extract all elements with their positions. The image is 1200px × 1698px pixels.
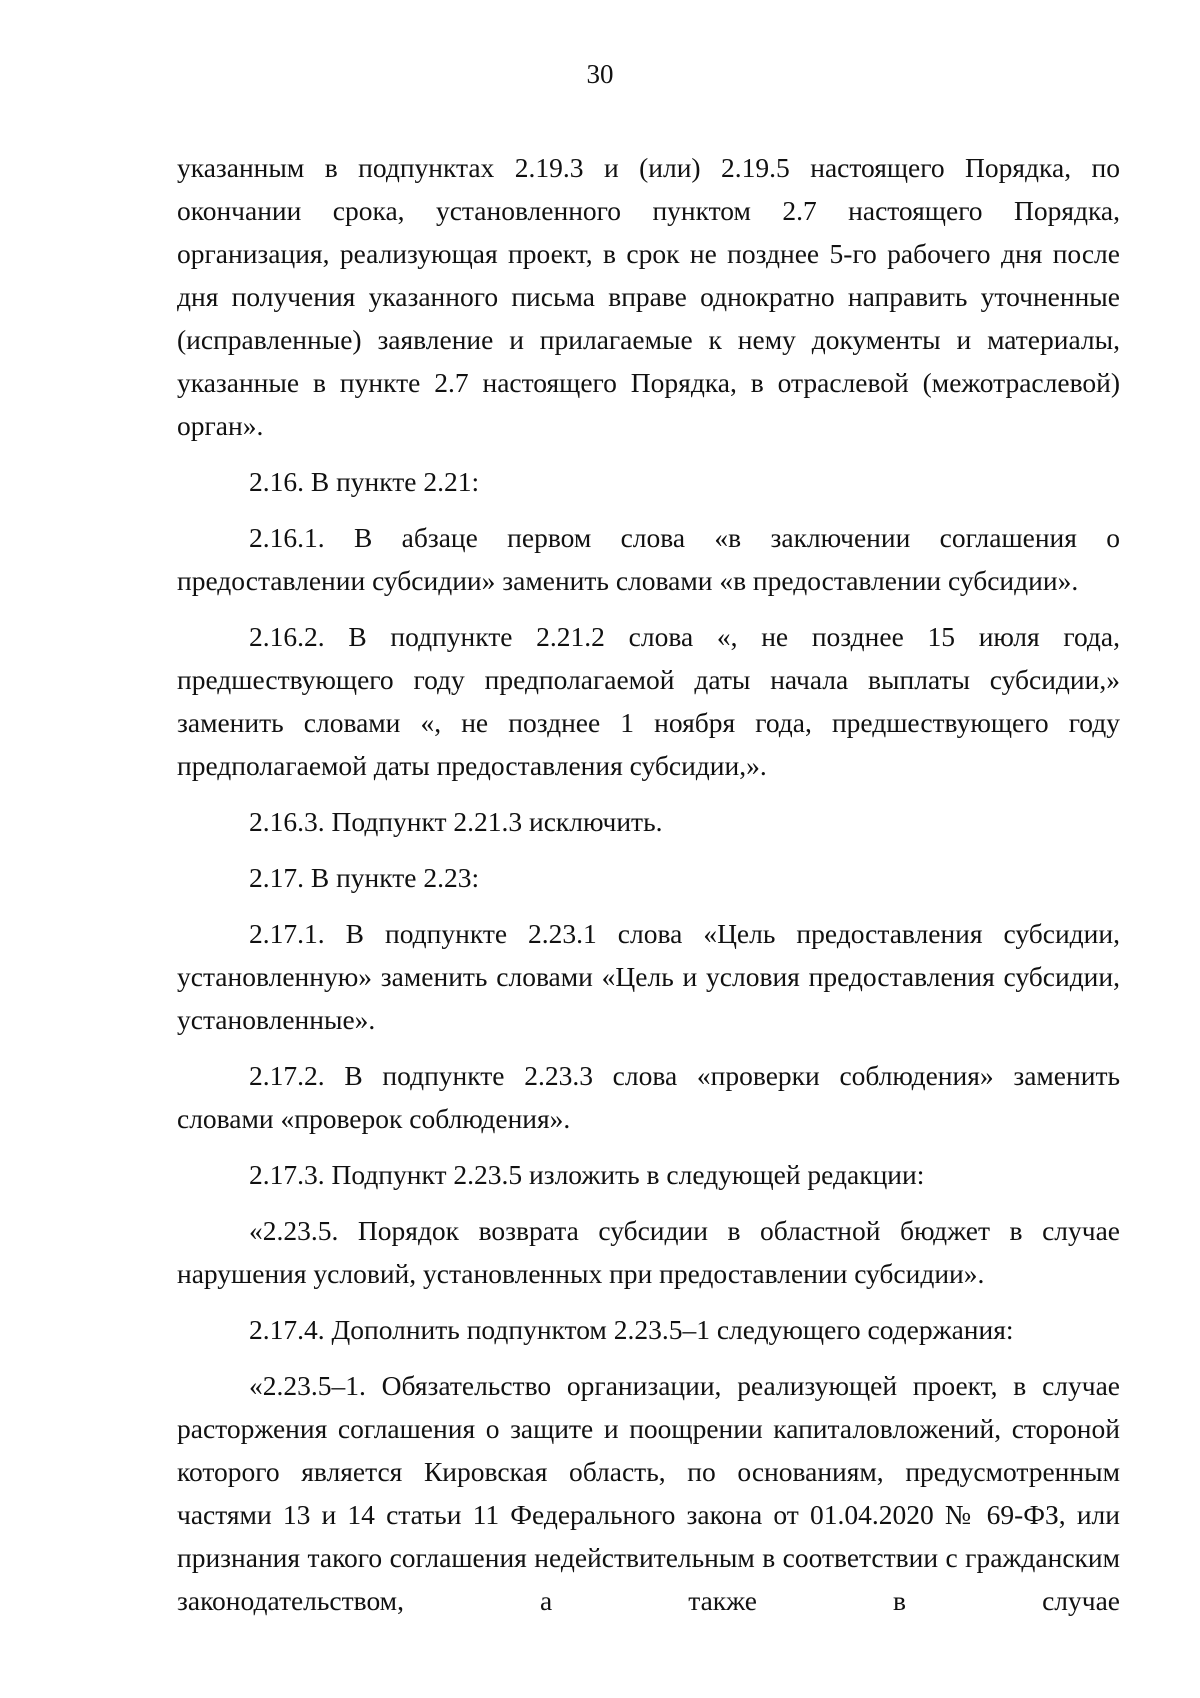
paragraph-continuation: указанным в подпунктах 2.19.3 и (или) 2.19.5 настоящего Порядка, по окончании срока, установленного пунктом 2.7 настоящего Порядка, организация, реализующая проект, в срок не позднее 5-го рабочего дня после дня получения указанного письма вправе однократно направить уточненные (исправленные) заявление и прилагаемые к нему документы и материалы, указанные в пункте 2.7 настоящего Порядка, в отраслевой (межотраслевой) орган». bbox=[177, 152, 1120, 441]
paragraph-2-23-5-quote: «2.23.5. Порядок возврата субсидии в областной бюджет в случае нарушения условий, установленных при предоставлении субсидии». bbox=[177, 1215, 1120, 1289]
paragraph-2-17-2: 2.17.2. В подпункте 2.23.3 слова «проверки соблюдения» заменить словами «проверок соблюдения». bbox=[177, 1060, 1120, 1134]
paragraph-2-16-2: 2.16.2. В подпункте 2.21.2 слова «, не позднее 15 июля года, предшествующего году предполагаемой даты начала выплаты субсидии,» заменить словами «, не позднее 1 ноября года, предшествующего году предполагаемой даты предоставления субсидии,». bbox=[177, 621, 1120, 781]
paragraph-2-17-1: 2.17.1. В подпункте 2.23.1 слова «Цель предоставления субсидии, установленную» заменить словами «Цель и условия предоставления субсидии, установленные». bbox=[177, 918, 1120, 1035]
paragraph-2-16-heading: 2.16. В пункте 2.21: bbox=[249, 466, 480, 497]
paragraph-2-17-4: 2.17.4. Дополнить подпунктом 2.23.5–1 следующего содержания: bbox=[249, 1314, 1014, 1345]
paragraph-2-17-3: 2.17.3. Подпункт 2.23.5 изложить в следующей редакции: bbox=[249, 1159, 925, 1190]
paragraph-2-16-3: 2.16.3. Подпункт 2.21.3 исключить. bbox=[249, 806, 663, 837]
paragraph-2-16-1: 2.16.1. В абзаце первом слова «в заключении соглашения о предоставлении субсидии» заменить словами «в предоставлении субсидии». bbox=[177, 522, 1120, 596]
paragraph-2-23-5-1-quote: «2.23.5–1. Обязательство организации, реализующей проект, в случае расторжения соглашения о защите и поощрении капиталовложений, стороной которого является Кировская область, по основаниям, предусмотренным частями 13 и 14 статьи 11 Федерального закона от 01.04.2020 № 69-ФЗ, или признания такого соглашения недействительным в соответствии с гражданским законодательством, а также в случае bbox=[177, 1370, 1120, 1616]
paragraph-2-17-heading: 2.17. В пункте 2.23: bbox=[249, 862, 480, 893]
page-number: 30 bbox=[586, 59, 614, 89]
document-body bbox=[177, 146, 1120, 1635]
